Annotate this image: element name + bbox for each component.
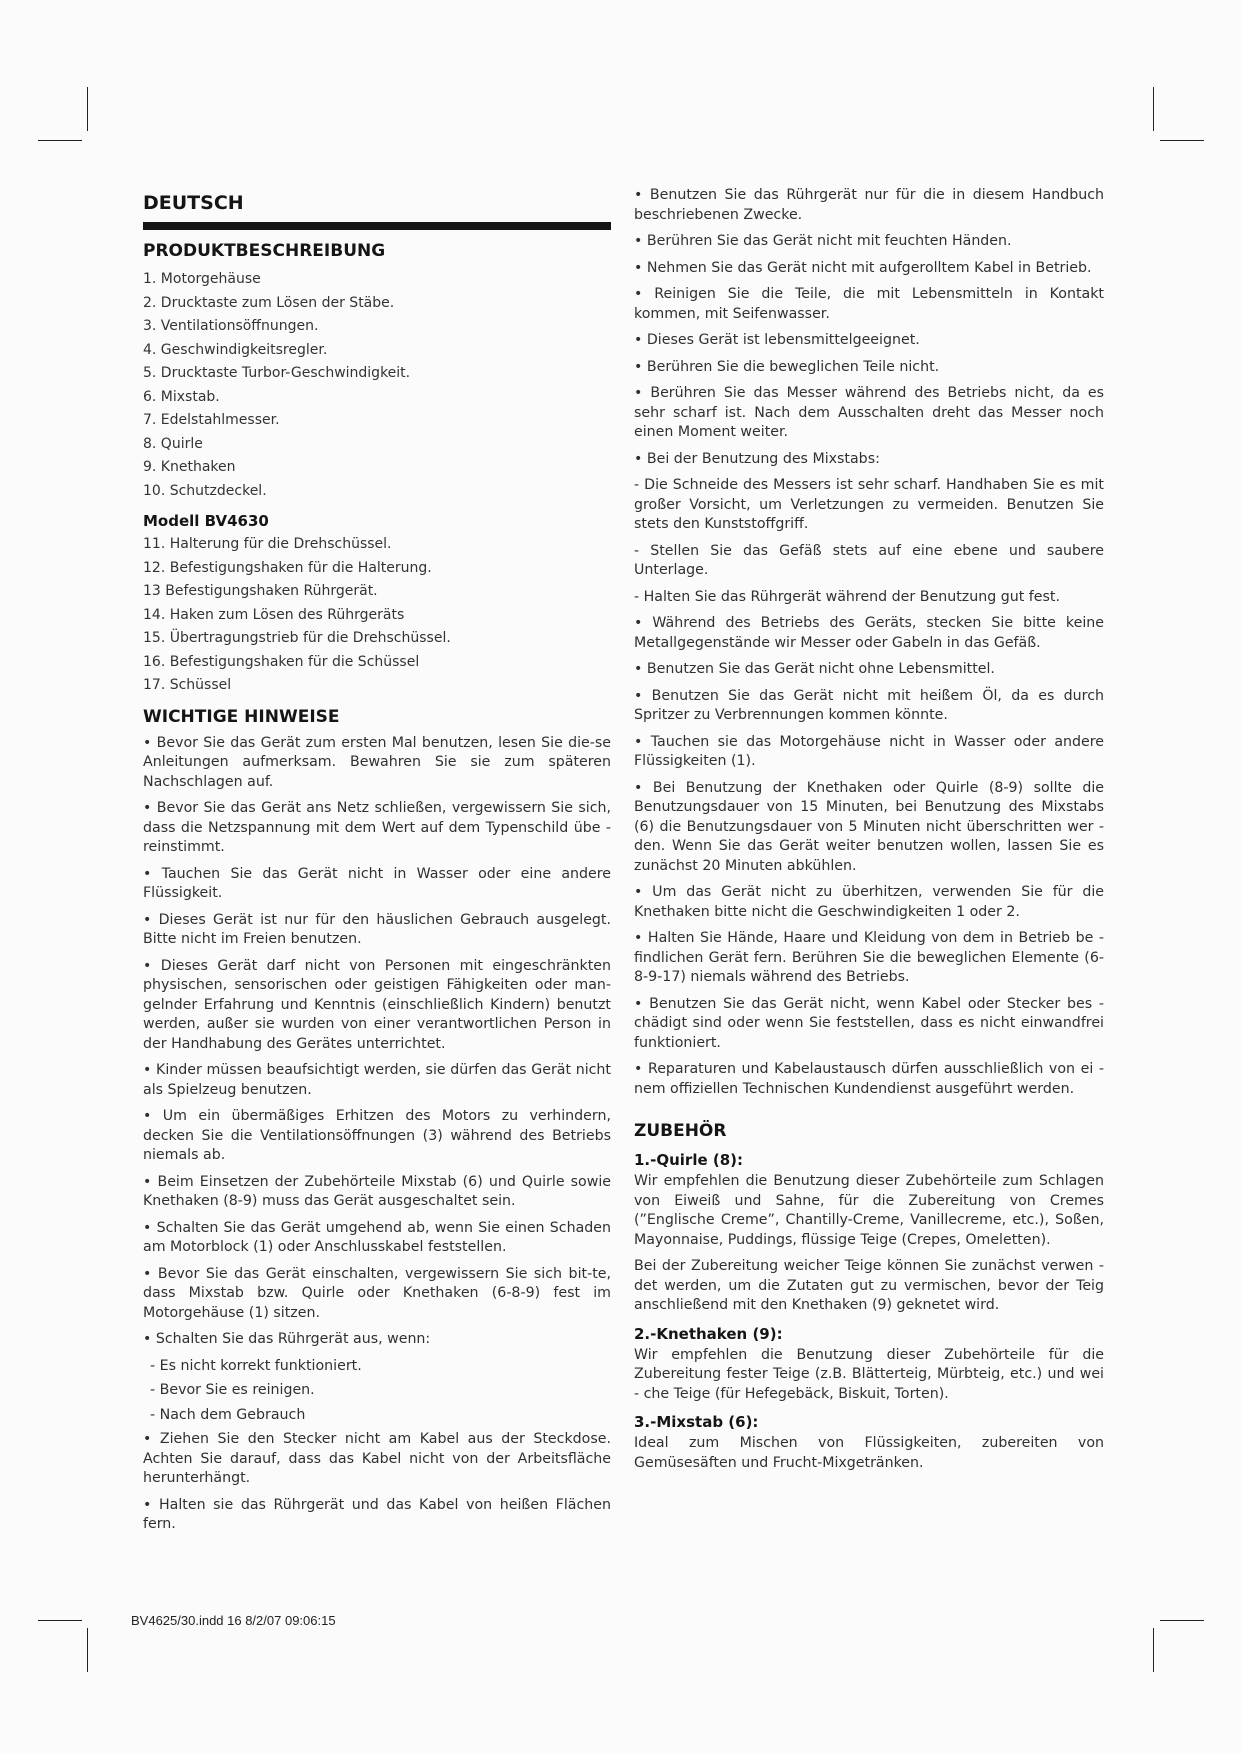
model-parts-list-item: 11. Halterung für die Drehschüssel. <box>143 536 392 552</box>
dough-hook-heading: 2.-Knethaken (9): <box>634 1324 783 1343</box>
parts-list-item: 6. Mixstab. <box>143 388 220 405</box>
safety-sub-item: - Bevor Sie es reinigen. <box>150 1382 315 1398</box>
safety-note: - Stellen Sie das Gefäß stets auf eine ebene und saubere Unterlage. <box>634 542 1104 578</box>
crop-mark-bottom-right-vertical <box>1153 1628 1154 1672</box>
right-column <box>634 186 1104 1480</box>
model-parts-list-item: 15. Übertragungstrieb für die Drehschüssel. <box>143 630 451 646</box>
model-parts-list-item: 14. Haken zum Lösen des Rührgeräts <box>143 606 405 623</box>
safety-note: • Während des Betriebs des Geräts, stecken Sie bitte keine Metallgegenstände wir Messer oder Gabeln in das Gefäß. <box>634 615 1104 651</box>
safety-note: • Um das Gerät nicht zu überhitzen, verwenden Sie für die Knethaken bitte nicht die Geschwindigkeiten 1 oder 2. <box>634 884 1104 920</box>
whisk-text: Bei der Zubereitung weicher Teige können Sie zunächst verwen - det werden, um die Zutaten gut zu vermischen, bevor der Teig anschließend mit den Knethaken (9) geknetet wird. <box>634 1258 1104 1313</box>
crop-mark-bottom-right-horizontal <box>1160 1620 1204 1621</box>
safety-note: • Beim Einsetzen der Zubehörteile Mixstab (6) und Quirle sowie Knethaken (8-9) muss das Gerät ausgeschaltet sein. <box>143 1173 611 1209</box>
safety-note: • Benutzen Sie das Gerät nicht ohne Lebensmittel. <box>634 661 995 677</box>
safety-note: • Bevor Sie das Gerät zum ersten Mal benutzen, lesen Sie die-se Anleitungen aufmerksam. Bewahren Sie sie zum späteren Nachschlagen auf. <box>143 734 611 790</box>
safety-note: • Schalten Sie das Gerät umgehend ab, wenn Sie einen Schaden am Motorblock (1) oder Anschlusskabel feststellen. <box>143 1219 611 1255</box>
safety-sub-item: - Es nicht korrekt funktioniert. <box>150 1357 362 1374</box>
safety-note: • Benutzen Sie das Rührgerät nur für die in diesem Handbuch beschriebenen Zwecke. <box>634 187 1104 223</box>
safety-note: - Halten Sie das Rührgerät während der Benutzung gut fest. <box>634 588 1060 605</box>
whisk-text: Wir empfehlen die Benutzung dieser Zubehörteile zum Schlagen von Eiweiß und Sahne, für die Zubereitung von Cremes (”Englische Creme”, Chantilly-Creme, Vanillecreme, etc.), Soßen, Mayonnaise, Puddings, flüssige Teige (Crepes, Omeletten). <box>634 1173 1104 1248</box>
model-parts-list-item: 13 Befestigungshaken Rührgerät. <box>143 583 378 599</box>
safety-note: • Dieses Gerät ist lebensmittelgeeignet. <box>634 332 920 348</box>
dough-hook-text: Wir empfehlen die Benutzung dieser Zubehörteile für die Zubereitung fester Teige (z.B. Blätterteig, Mürbteig, etc.) und wei - che Teige (für Hefegebäck, Biskuit, Torten). <box>634 1346 1104 1402</box>
safety-note: • Halten sie das Rührgerät und das Kabel von heißen Flächen fern. <box>143 1496 611 1532</box>
model-heading: Modell BV4630 <box>143 512 269 530</box>
safety-note: • Reparaturen und Kabelaustausch dürfen ausschließlich von ei - nem offiziellen Technischen Kundendienst ausgeführt werden. <box>634 1061 1104 1097</box>
safety-note: • Schalten Sie das Rührgerät aus, wenn: <box>143 1331 431 1347</box>
accessories-heading: ZUBEHÖR <box>634 1121 727 1141</box>
parts-list-item: 8. Quirle <box>143 435 203 452</box>
safety-note: • Kinder müssen beaufsichtigt werden, sie dürfen das Gerät nicht als Spielzeug benutzen. <box>143 1062 611 1098</box>
important-notes-heading: WICHTIGE HINWEISE <box>143 706 340 727</box>
parts-list-item: 9. Knethaken <box>143 459 236 475</box>
safety-note: • Dieses Gerät darf nicht von Personen mit eingeschränkten physischen, sensorischen oder geistigen Fähigkeiten oder man-gelnder Erfahrung und Kenntnis (einschließlich Kindern) benutzt werden, außer sie wurden von einer verantwortlichen Person in der Handhabung des Gerätes unterrichtet. <box>143 957 611 1052</box>
safety-note: • Um ein übermäßiges Erhitzen des Motors zu verhindern, decken Sie die Ventilationsöffnungen (3) während des Betriebs niemals ab. <box>143 1108 611 1163</box>
safety-note: • Bevor Sie das Gerät ans Netz schließen, vergewissern Sie sich, dass die Netzspannung mit dem Wert auf dem Typenschild übe - reinstimmt. <box>143 800 611 855</box>
print-slug: BV4625/30.indd 16 8/2/07 09:06:15 <box>131 1613 336 1628</box>
parts-list-item: 4. Geschwindigkeitsregler. <box>143 341 328 358</box>
safety-note: • Halten Sie Hände, Haare und Kleidung von dem in Betrieb be - findlichen Gerät fern. Berühren Sie die beweglichen Elemente (6-8-9-17) niemals während des Betriebs. <box>634 930 1104 985</box>
safety-note: • Berühren Sie das Gerät nicht mit feuchten Händen. <box>634 233 1012 249</box>
safety-note: • Tauchen Sie das Gerät nicht in Wasser oder eine andere Flüssigkeit. <box>143 865 611 901</box>
safety-note: • Ziehen Sie den Stecker nicht am Kabel aus der Steckdose. Achten Sie darauf, dass das Kabel nicht von der Arbeitsfläche herunterhängt. <box>143 1431 611 1486</box>
crop-mark-bottom-left-vertical <box>87 1628 88 1672</box>
parts-list-item: 10. Schutzdeckel. <box>143 482 267 499</box>
parts-list-item: 3. Ventilationsöffnungen. <box>143 318 319 334</box>
model-parts-list <box>143 533 611 698</box>
parts-list-item: 1. Motorgehäuse <box>143 271 261 287</box>
safety-note: • Tauchen sie das Motorgehäuse nicht in Wasser oder andere Flüssigkeiten (1). <box>634 733 1104 769</box>
model-parts-list-item: 12. Befestigungshaken für die Halterung. <box>143 559 432 576</box>
safety-note: • Bei Benutzung der Knethaken oder Quirle (8-9) sollte die Benutzungsdauer von 15 Minuten, bei Benutzung des Mixstabs (6) die Benutzungsdauer von 5 Minuten nicht überschritten wer - den. Wenn Sie das Gerät weiter benutzen wollen, lassen Sie es zunächst 20 Minuten abkühlen. <box>634 779 1104 874</box>
crop-mark-top-left-horizontal <box>38 140 82 141</box>
language-rule <box>143 222 611 230</box>
parts-list-item: 5. Drucktaste Turbor-Geschwindigkeit. <box>143 365 411 381</box>
parts-list-item: 2. Drucktaste zum Lösen der Stäbe. <box>143 294 395 311</box>
blender-text: Ideal zum Mischen von Flüssigkeiten, zubereiten von Gemüsesäften und Frucht-Mixgetränken. <box>634 1435 1104 1471</box>
blender-heading: 3.-Mixstab (6): <box>634 1413 759 1431</box>
model-parts-list-item: 16. Befestigungshaken für die Schüssel <box>143 653 420 670</box>
crop-mark-top-left-vertical <box>87 87 88 131</box>
safety-note: • Nehmen Sie das Gerät nicht mit aufgerolltem Kabel in Betrieb. <box>634 259 1092 276</box>
safety-note: • Bevor Sie das Gerät einschalten, vergewissern Sie sich bit-te, dass Mixstab bzw. Quirle oder Knethaken (6-8-9) fest im Motorgehäuse (1) sitzen. <box>143 1265 611 1321</box>
safety-note: • Benutzen Sie das Gerät nicht, wenn Kabel oder Stecker bes - chädigt sind oder wenn Sie feststellen, dass es nicht einwandfrei funktioniert. <box>634 995 1104 1051</box>
safety-note: • Berühren Sie das Messer während des Betriebs nicht, da es sehr scharf ist. Nach dem Ausschalten dreht das Messer noch einen Moment weiter. <box>634 385 1104 440</box>
safety-note: • Berühren Sie die beweglichen Teile nicht. <box>634 358 940 375</box>
language-heading: DEUTSCH <box>143 192 244 214</box>
safety-note: • Benutzen Sie das Gerät nicht mit heißem Öl, da es durch Spritzer zu Verbrennungen kommen könnte. <box>634 687 1104 723</box>
safety-note: - Die Schneide des Messers ist sehr scharf. Handhaben Sie es mit großer Vorsicht, um Verletzungen zu vermeiden. Benutzen Sie stets den Kunststoffgriff. <box>634 477 1104 532</box>
safety-note: • Dieses Gerät ist nur für den häuslichen Gebrauch ausgelegt. Bitte nicht im Freien benutzen. <box>143 911 611 947</box>
whisk-heading: 1.-Quirle (8): <box>634 1151 744 1169</box>
model-parts-list-item: 17. Schüssel <box>143 677 232 693</box>
parts-list-item: 7. Edelstahlmesser. <box>143 412 280 428</box>
safety-note: • Reinigen Sie die Teile, die mit Lebensmitteln in Kontakt kommen, mit Seifenwasser. <box>634 286 1104 322</box>
parts-list <box>143 268 611 503</box>
crop-mark-bottom-left-horizontal <box>38 1620 82 1621</box>
safety-sub-item: - Nach dem Gebrauch <box>150 1406 306 1423</box>
left-column <box>143 186 611 1542</box>
safety-note: • Bei der Benutzung des Mixstabs: <box>634 450 880 467</box>
crop-mark-top-right-vertical <box>1153 87 1154 131</box>
product-description-heading: PRODUKTBESCHREIBUNG <box>143 241 386 261</box>
crop-mark-top-right-horizontal <box>1160 140 1204 141</box>
